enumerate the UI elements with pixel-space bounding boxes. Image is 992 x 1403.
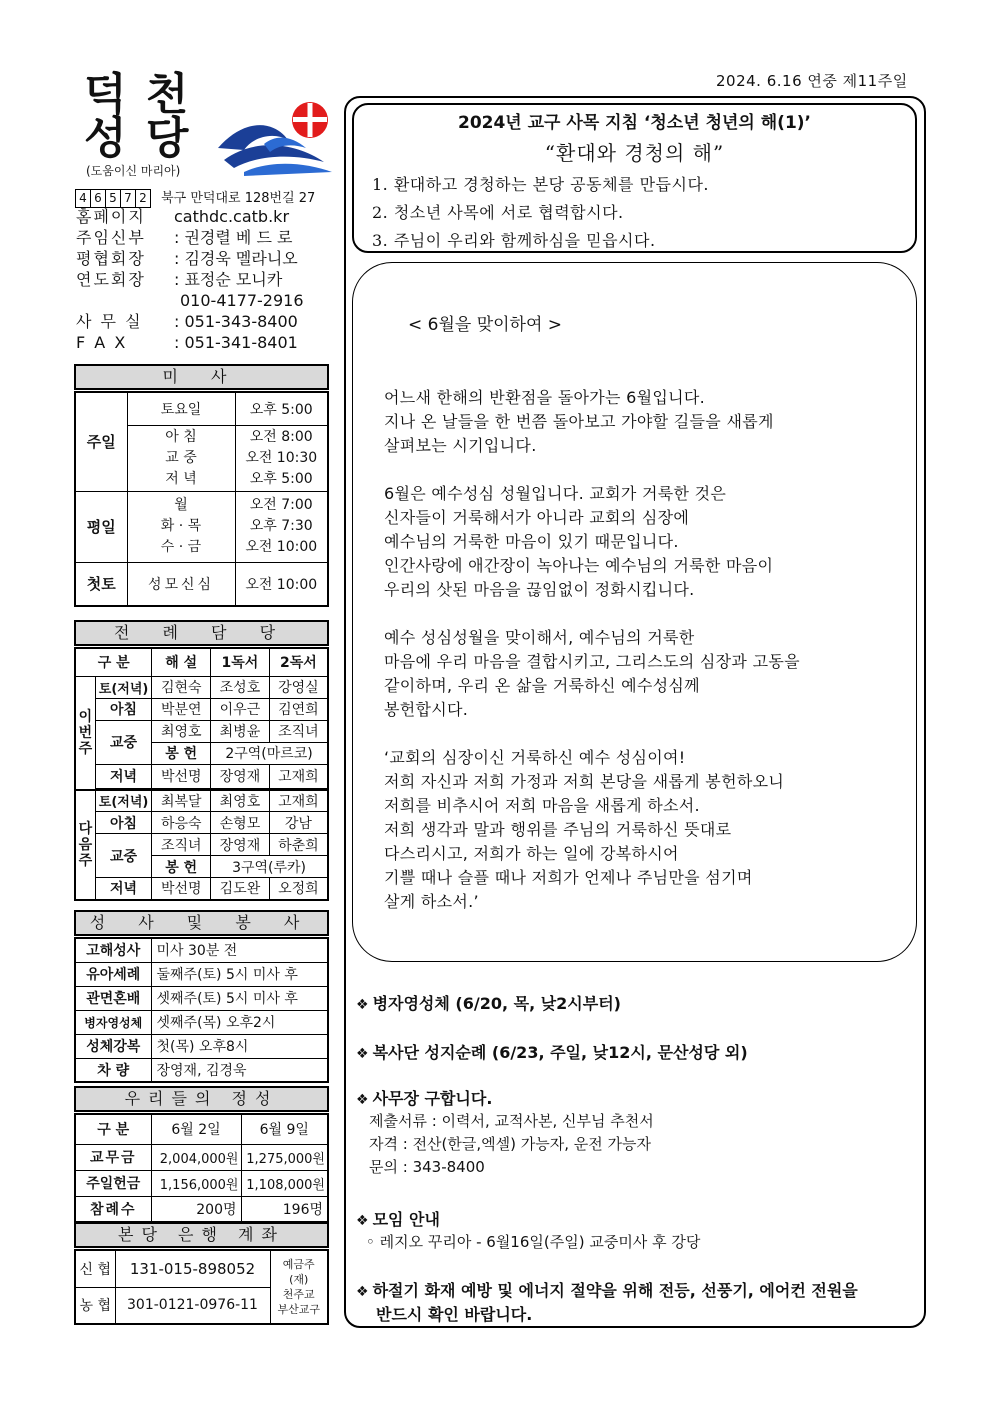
ministry-cell: 강영실	[269, 676, 328, 698]
mass-time: 오전 10:30	[245, 449, 318, 466]
ministry-cell: 하춘희	[269, 834, 328, 856]
notice-continuation: 반드시 확인 바랍니다.	[376, 1305, 533, 1324]
mass-time: 오후 7:30	[249, 518, 313, 534]
mass-item: 아 침	[165, 428, 197, 445]
article-line: 마음에 우리 마음을 결합시키고, 그리스도의 심장과 고동을	[384, 652, 800, 671]
notice-item: ❖ 병자영성체 (6/20, 목, 낮2시부터)	[356, 994, 621, 1013]
ministry-cell: 3구역(루카)	[211, 856, 328, 878]
mass-heading: 미 사	[74, 364, 329, 390]
this-week-label: 이번주	[75, 676, 95, 790]
church-logo-icon	[214, 98, 338, 176]
offering-value: 1,275,000원	[241, 1144, 328, 1170]
article-line	[384, 722, 800, 746]
ministry-cell: 조직녀	[152, 834, 211, 856]
sunday-label: 주일	[75, 392, 127, 491]
ministry-cell: 김연희	[269, 698, 328, 720]
notice-detail: 제출서류 : 이력서, 교적사본, 신부님 추천서	[369, 1112, 654, 1130]
address-row	[75, 187, 315, 208]
notice-item: ❖ 사무장 구합니다.	[356, 1089, 493, 1108]
zip-digit: 7	[120, 189, 136, 208]
info-row: 연도회장 : 표정순 모니카	[76, 270, 283, 289]
article-line: 봉헌합시다.	[384, 700, 469, 719]
offering-value: 1,156,000원	[151, 1170, 241, 1196]
bank-table	[74, 1249, 329, 1325]
article-line: 지나 온 날들을 한 번쯤 돌아보고 가야할 길들을 새롭게	[384, 412, 774, 431]
article-line: 인간사랑에 애간장이 녹아나는 예수님의 거룩한 마음이	[384, 556, 774, 575]
info-row: F A X : 051-341-8401	[76, 333, 298, 352]
mass-time: 오전 7:00	[249, 497, 313, 513]
ministry-cell: 고재희	[269, 790, 328, 812]
church-subtitle: (도움이신 마리아)	[86, 164, 181, 178]
sacrament-value: 미사 30분 전	[151, 938, 328, 962]
article-line: 다스리시고, 저희가 하는 일에 강복하시어	[384, 844, 679, 863]
mass-item: 토요일	[127, 392, 235, 425]
account-holder: 예금주 (재) 천주교 부산교구	[270, 1250, 328, 1324]
article-line: 우리의 삿된 마음을 끊임없이 정화시킵니다.	[384, 580, 695, 599]
ministry-cell: 강남	[269, 812, 328, 834]
ministry-cell: 이우근	[211, 698, 270, 720]
guideline-item: 1. 환대하고 경청하는 본당 공동체를 만듭시다.	[372, 175, 709, 194]
ministry-cell: 조직녀	[269, 720, 328, 742]
ministry-cell: 박선명	[152, 878, 211, 900]
ministry-cell: 최복달	[152, 790, 211, 812]
sacrament-label: 유아세례	[75, 962, 151, 986]
diamond-bullet-icon: ❖	[356, 1046, 369, 1062]
mass-time: 오전 8:00	[249, 428, 313, 445]
article-line: 살펴보는 시기입니다.	[384, 436, 537, 455]
offering-value: 1,108,000원	[241, 1170, 328, 1196]
offering-col-header: 6월 2일	[151, 1114, 241, 1144]
sacrament-label: 관면혼배	[75, 986, 151, 1010]
article-line: 저희를 비추시어 저희 마음을 새롭게 하소서.	[384, 796, 700, 815]
diamond-bullet-icon: ❖	[356, 997, 369, 1013]
bank-account: 131-015-898052	[115, 1250, 270, 1287]
sacrament-value: 첫(목) 오후8시	[151, 1034, 328, 1058]
slot-label: 아침	[95, 698, 152, 720]
slot-label: 아침	[95, 812, 152, 834]
weekday-label: 평일	[75, 491, 127, 562]
article-line: 저희 생각과 말과 행위를 주님의 거룩하신 뜻대로	[384, 820, 732, 839]
slot-label: 교중	[95, 834, 152, 878]
slot-label: 저녁	[95, 878, 152, 900]
sacrament-value: 셋째주(목) 오후2시	[151, 1010, 328, 1034]
sacrament-value: 장영재, 김경욱	[151, 1058, 328, 1082]
sacrament-value: 셋째주(토) 5시 미사 후	[151, 986, 328, 1010]
ministry-cell: 조성호	[211, 676, 270, 698]
sacrament-label: 고해성사	[75, 938, 151, 962]
mass-item: 수 · 금	[160, 539, 202, 555]
bank-name: 농 협	[75, 1287, 115, 1324]
guideline-item: 3. 주님이 우리와 함께하심을 믿읍시다.	[372, 231, 656, 250]
ministry-cell: 김현숙	[152, 676, 211, 698]
notice-detail: ◦ 레지오 꾸리아 - 6월16일(주일) 교중미사 후 강당	[366, 1233, 701, 1251]
mass-item: 화 · 목	[160, 518, 202, 534]
ministry-cell: 장영재	[211, 834, 270, 856]
notice-item: ❖ 모임 안내	[356, 1210, 440, 1229]
slot-label: 토(저녁)	[95, 790, 152, 812]
info-row: 평협회장 : 김경욱 멜라니오	[76, 249, 298, 268]
ministry-cell: 박선명	[152, 764, 211, 788]
ministry-cell: 손형모	[211, 812, 270, 834]
ministry-cell: 최영호	[211, 790, 270, 812]
mass-time: 오후 5:00	[249, 470, 313, 487]
ministry-col-header: 1독서	[211, 648, 270, 676]
homepage-link[interactable]: cathdc.catb.kr	[174, 207, 290, 226]
ministry-cell: 2구역(마르코)	[211, 742, 328, 764]
address-text: 북구 만덕대로 128번길 27	[161, 191, 316, 206]
article-line: 6월은 예수성심 성월입니다. 교회가 거룩한 것은	[384, 484, 727, 503]
mass-item: 월	[174, 497, 188, 513]
church-name-line1: 덕 천	[84, 69, 191, 120]
article-line: 어느새 한해의 반환점을 돌아가는 6월입니다.	[384, 388, 706, 407]
article-body	[384, 386, 800, 914]
slot-label: 봉 헌	[152, 856, 211, 878]
article-line	[384, 458, 800, 482]
bank-name: 신 협	[75, 1250, 115, 1287]
article-line: 예수님의 거룩한 마음이 있기 때문입니다.	[384, 532, 679, 551]
offering-value: 196명	[241, 1196, 328, 1222]
notice-details	[369, 1110, 654, 1179]
slot-label: 토(저녁)	[95, 676, 152, 698]
guideline-title: 2024년 교구 사목 지침 ‘청소년 청년의 해(1)’	[457, 113, 812, 133]
bank-heading: 본당 은행 계좌	[74, 1222, 329, 1248]
notice-item: ❖ 하절기 화재 예방 및 에너지 절약을 위해 전등, 선풍기, 에어컨 전원을	[356, 1281, 858, 1300]
article-line	[384, 602, 800, 626]
slot-label: 저녁	[95, 764, 152, 788]
notice-detail: 자격 : 전산(한글,엑셀) 가능자, 운전 가능자	[369, 1135, 651, 1153]
offering-label: 교무금	[75, 1144, 151, 1170]
article-title: < 6월을 맞이하여 >	[408, 315, 563, 335]
offerings-table	[74, 1113, 329, 1223]
ministry-cell: 고재희	[269, 764, 328, 788]
notice-detail: 문의 : 343-8400	[369, 1158, 485, 1176]
sacrament-value: 둘째주(토) 5시 미사 후	[151, 962, 328, 986]
next-week-label: 다음주	[75, 790, 95, 900]
article-line: 같이하며, 우리 온 삶을 거룩하신 예수성심께	[384, 676, 700, 695]
diamond-bullet-icon: ❖	[356, 1092, 369, 1108]
article-line: ‘교회의 심장이신 거룩하신 예수 성심이여!	[384, 748, 686, 767]
offering-label: 주일헌금	[75, 1170, 151, 1196]
first-sat-label: 첫토	[75, 562, 127, 606]
info-row: 010-4177-2916	[180, 291, 304, 310]
offerings-heading: 우리들의 정성	[74, 1086, 329, 1112]
article-line: 예수 성심성월을 맞이해서, 예수님의 거룩한	[384, 628, 695, 647]
guideline-subtitle: “환대와 경청의 해”	[544, 141, 725, 165]
ministry-cell: 오정희	[269, 878, 328, 900]
sacraments-heading: 성 사 및 봉 사	[74, 910, 329, 936]
notice-item: ❖ 복사단 성지순례 (6/23, 주일, 낮12시, 문산성당 외)	[356, 1043, 748, 1062]
info-row: 사 무 실 : 051-343-8400	[76, 312, 298, 331]
zip-digit: 2	[135, 189, 151, 208]
mass-item: 교 중	[165, 449, 197, 466]
mass-time: 오전 10:00	[235, 562, 328, 606]
diamond-bullet-icon: ❖	[356, 1213, 369, 1229]
ministry-heading: 전 례 담 당	[74, 620, 329, 646]
article-line: 저희 자신과 저희 가정과 저희 본당을 새롭게 봉헌하오니	[384, 772, 785, 791]
issue-date: 2024. 6.16 연중 제11주일	[716, 72, 908, 90]
zip-digit: 4	[75, 189, 91, 208]
ministry-cell: 최병윤	[211, 720, 270, 742]
mass-item: 성모신심	[127, 562, 235, 606]
sacrament-label: 차 량	[75, 1058, 151, 1082]
sacraments-table	[74, 937, 329, 1083]
info-list	[76, 206, 304, 353]
ministry-cell: 김도완	[211, 878, 270, 900]
sacrament-label: 병자영성체	[75, 1010, 151, 1034]
guideline-item: 2. 청소년 사목에 서로 협력합시다.	[372, 203, 624, 222]
bank-account: 301-0121-0976-11	[115, 1287, 270, 1324]
sacrament-label: 성체강복	[75, 1034, 151, 1058]
mass-time: 오전 10:00	[245, 539, 318, 555]
offering-value: 200명	[151, 1196, 241, 1222]
ministry-cell: 최영호	[152, 720, 211, 742]
article-line: 살게 하소서.’	[384, 892, 479, 911]
zip-digit: 5	[105, 189, 121, 208]
slot-label: 교중	[95, 720, 152, 764]
ministry-cell: 장영재	[211, 764, 270, 788]
article-line: 신자들이 거룩해서가 아니라 교회의 심장에	[384, 508, 690, 527]
info-row: 홈페이지 cathdc.catb.kr	[76, 207, 290, 226]
mass-table	[74, 391, 329, 607]
ministry-col-header: 해 설	[152, 648, 211, 676]
slot-label: 봉 헌	[152, 742, 211, 764]
ministry-cell: 박분연	[152, 698, 211, 720]
info-row: 주임신부 : 권경렬 베 드 로	[76, 228, 293, 247]
offering-col-header: 6월 9일	[241, 1114, 328, 1144]
mass-item: 저 녁	[165, 470, 197, 487]
diamond-bullet-icon: ❖	[356, 1284, 369, 1300]
mass-time: 오후 5:00	[235, 392, 328, 425]
article-line: 기쁠 때나 슬플 때나 저희가 언제나 주님만을 섬기며	[384, 868, 753, 887]
ministry-table	[74, 647, 329, 901]
ministry-col-header: 구 분	[75, 648, 152, 676]
offering-label: 참례수	[75, 1196, 151, 1222]
ministry-cell: 하응숙	[152, 812, 211, 834]
offering-value: 2,004,000원	[151, 1144, 241, 1170]
offering-col-header: 구 분	[75, 1114, 151, 1144]
ministry-col-header: 2독서	[269, 648, 328, 676]
zip-digit: 6	[90, 189, 106, 208]
church-name-line2: 성 당	[84, 113, 191, 164]
